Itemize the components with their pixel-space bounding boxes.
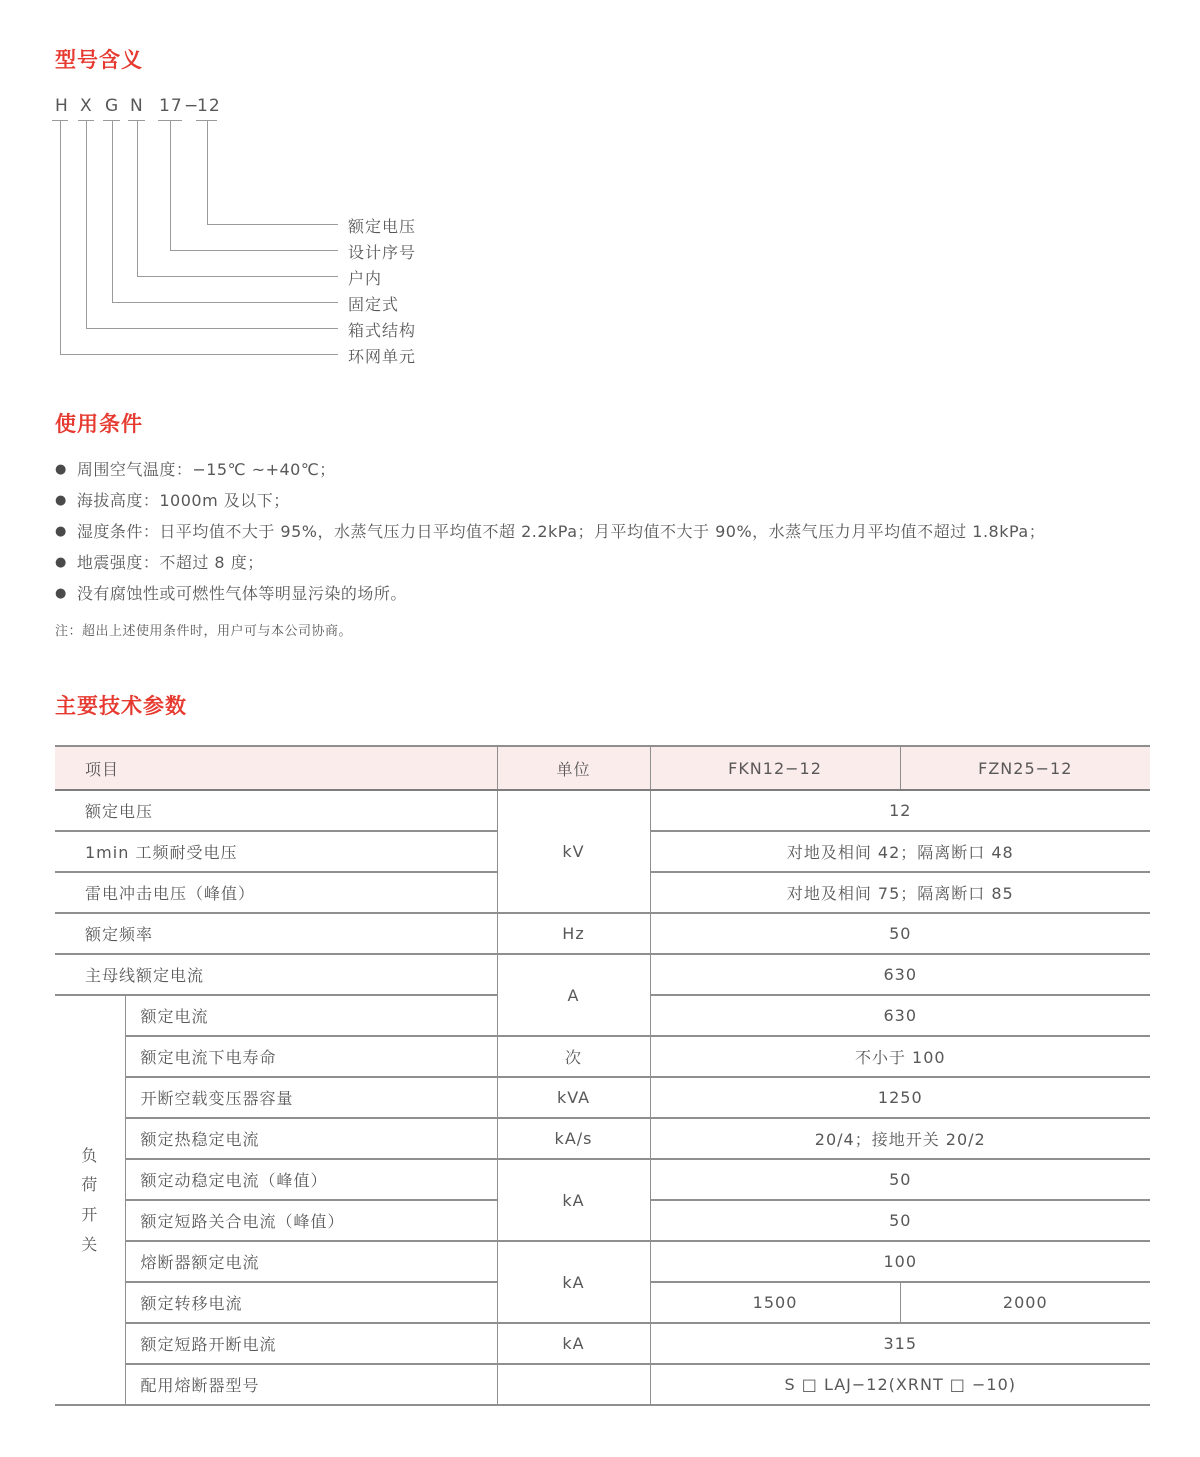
bullet-text: 没有腐蚀性或可燃性气体等明显污染的场所。 (76, 584, 407, 603)
table-row (55, 790, 1150, 831)
unit-cell: kA/s (497, 1118, 650, 1159)
bullet-icon: ● (55, 493, 67, 508)
value-cell: 100 (650, 1241, 1150, 1282)
section-title-specs: 主要技术参数 (55, 694, 187, 718)
param-name-cell: 额定电流下电寿命 (125, 1036, 497, 1077)
model-code-part: − (184, 96, 200, 116)
model-code-part: G (105, 96, 120, 116)
list-item (55, 553, 1045, 573)
table-row (55, 1077, 1150, 1118)
value-cell: 20/4；接地开关 20/2 (650, 1118, 1150, 1159)
bullet-icon: ● (55, 462, 67, 477)
diagram-label: 箱式结构 (348, 321, 417, 340)
value-cell: 50 (650, 913, 1150, 954)
table-row (55, 1159, 1150, 1200)
usage-conditions-list (55, 460, 1045, 615)
table-row (55, 1118, 1150, 1159)
connector-line (60, 121, 338, 355)
bullet-icon: ● (55, 586, 67, 601)
diagram-label: 固定式 (348, 295, 400, 314)
bullet-text: 海拔高度：1000m 及以下； (76, 491, 290, 510)
model-code-part: X (80, 96, 93, 116)
bullet-icon: ● (55, 524, 67, 539)
value-cell: 对地及相间 75；隔离断口 85 (650, 872, 1150, 913)
diagram-label: 额定电压 (348, 217, 417, 236)
value-cell-fkn12: 1500 (650, 1282, 900, 1323)
param-name-cell: 开断空载变压器容量 (125, 1077, 497, 1118)
unit-cell: A (497, 954, 650, 1036)
list-item (55, 522, 1045, 542)
value-cell: 315 (650, 1323, 1150, 1364)
table-row (55, 1364, 1150, 1405)
value-cell-fzn25: 2000 (900, 1282, 1150, 1323)
param-name-cell: 额定短路关合电流（峰值） (125, 1200, 497, 1241)
param-name-cell: 1min 工频耐受电压 (55, 831, 497, 872)
bullet-icon: ● (55, 555, 67, 570)
unit-cell: kVA (497, 1077, 650, 1118)
unit-cell (497, 1364, 650, 1405)
model-code-part: 12 (197, 96, 221, 116)
table-row (55, 954, 1150, 995)
value-cell: 12 (650, 790, 1150, 831)
param-name-cell: 额定电压 (55, 790, 497, 831)
value-cell: 50 (650, 1200, 1150, 1241)
model-code-part: 17 (159, 96, 183, 116)
section-title-usage: 使用条件 (55, 412, 143, 436)
param-name-cell: 额定电流 (125, 995, 497, 1036)
param-name-cell: 额定短路开断电流 (125, 1323, 497, 1364)
param-name-cell: 额定转移电流 (125, 1282, 497, 1323)
header-item: 项目 (55, 746, 497, 790)
diagram-label: 设计序号 (348, 243, 417, 262)
header-fzn25: FZN25−12 (900, 746, 1150, 790)
section-title-model-meaning: 型号含义 (55, 48, 143, 72)
table-header-row (55, 746, 1150, 790)
usage-note: 注：超出上述使用条件时，用户可与本公司协商。 (55, 624, 353, 639)
table-row (55, 1036, 1150, 1077)
value-cell: 630 (650, 995, 1150, 1036)
value-cell: 1250 (650, 1077, 1150, 1118)
value-cell: 对地及相间 42；隔离断口 48 (650, 831, 1150, 872)
model-code-part: N (130, 96, 144, 116)
param-name-cell: 额定频率 (55, 913, 497, 954)
param-name-cell: 雷电冲击电压（峰值） (55, 872, 497, 913)
unit-cell: kA (497, 1159, 650, 1241)
diagram-label: 户内 (348, 269, 383, 288)
list-item (55, 491, 1045, 511)
param-name-cell: 额定热稳定电流 (125, 1118, 497, 1159)
unit-cell: Hz (497, 913, 650, 954)
unit-cell: kA (497, 1323, 650, 1364)
table-row (55, 1241, 1150, 1282)
bullet-text: 湿度条件：日平均值不大于 95%，水蒸气压力日平均值不超 2.2kPa；月平均值不大于 90%，水蒸气压力月平均值不超过 1.8kPa； (76, 522, 1046, 541)
unit-cell: kA (497, 1241, 650, 1323)
bullet-text: 地震强度：不超过 8 度； (76, 553, 264, 572)
list-item (55, 584, 1045, 604)
param-name-cell: 额定动稳定电流（峰值） (125, 1159, 497, 1200)
param-name-cell: 熔断器额定电流 (125, 1241, 497, 1282)
header-fkn12: FKN12−12 (650, 746, 900, 790)
value-cell: 50 (650, 1159, 1150, 1200)
header-unit: 单位 (497, 746, 650, 790)
specs-table (55, 745, 1150, 1406)
row-group-cell (55, 995, 125, 1405)
value-cell: 不小于 100 (650, 1036, 1150, 1077)
value-cell: S □ LAJ−12(XRNT □ −10) (650, 1364, 1150, 1405)
bullet-text: 周围空气温度：−15℃ ~+40℃； (76, 460, 336, 479)
table-row (55, 1323, 1150, 1364)
param-name-cell: 主母线额定电流 (55, 954, 497, 995)
diagram-label: 环网单元 (348, 347, 417, 366)
model-code-part: H (55, 96, 69, 116)
table-row (55, 913, 1150, 954)
unit-cell: 次 (497, 1036, 650, 1077)
unit-cell: kV (497, 790, 650, 913)
list-item (55, 460, 1045, 480)
param-name-cell: 配用熔断器型号 (125, 1364, 497, 1405)
value-cell: 630 (650, 954, 1150, 995)
group-label-vertical: 负荷开关 (81, 1145, 99, 1254)
